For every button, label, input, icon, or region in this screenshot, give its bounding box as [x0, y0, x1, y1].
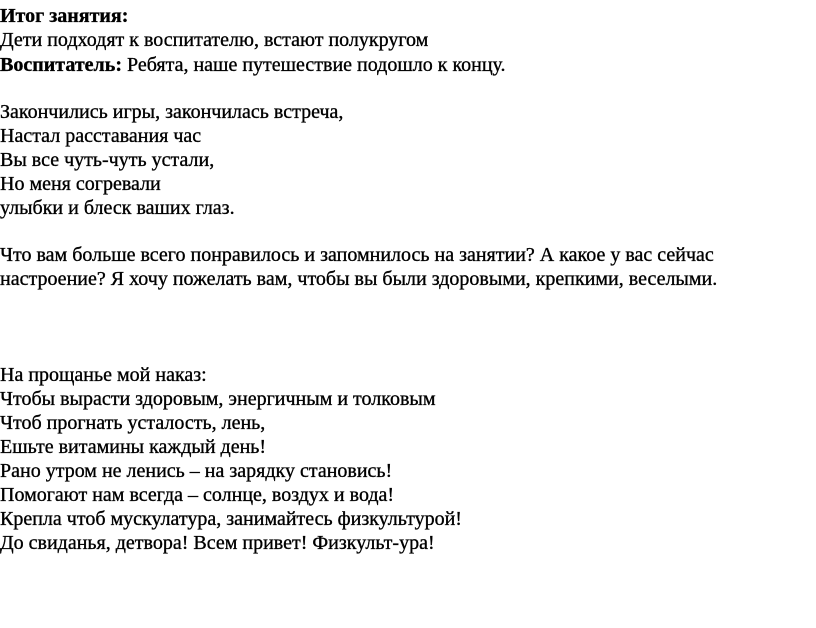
- poem-two-line: Чтобы вырасти здоровым, энергичным и толковым: [0, 388, 436, 410]
- poem-one-line: Но меня согревали: [0, 173, 161, 195]
- summary-heading: Итог занятия:: [0, 5, 129, 27]
- poem-two-line: Ешьте витамины каждый день!: [0, 436, 267, 458]
- poem-one-line: Настал расставания час: [0, 125, 202, 147]
- poem-two-line: Помогают нам всегда – солнце, воздух и вода!: [0, 484, 395, 506]
- poem-two-line: Крепла чтоб мускулатура, занимайтесь физкультурой!: [0, 508, 462, 530]
- poem-one-line: улыбки и блеск ваших глаз.: [0, 197, 235, 219]
- teacher-line: [0, 52, 506, 78]
- question-line: Что вам больше всего понравилось и запомнилось на занятии? А какое у вас сейчас: [0, 244, 714, 266]
- poem-one-line: Вы все чуть-чуть устали,: [0, 149, 215, 171]
- poem-two-line: На прощанье мой наказ:: [0, 364, 207, 386]
- teacher-label: Воспитатель:: [0, 54, 122, 76]
- summary-text: Дети подходят к воспитателю, встают полукругом: [0, 29, 429, 51]
- poem-one-line: Закончились игры, закончилась встреча,: [0, 101, 344, 123]
- poem-two-line: Рано утром не ленись – на зарядку становись!: [0, 460, 393, 482]
- poem-two-line: До свиданья, детвора! Всем привет! Физкульт-ура!: [0, 532, 435, 554]
- poem-two-line: Чтоб прогнать усталость, лень,: [0, 412, 266, 434]
- question-line: настроение? Я хочу пожелать вам, чтобы вы были здоровыми, крепкими, веселыми.: [0, 268, 718, 290]
- teacher-text: Ребята, наше путешествие подошло к концу.: [121, 54, 506, 76]
